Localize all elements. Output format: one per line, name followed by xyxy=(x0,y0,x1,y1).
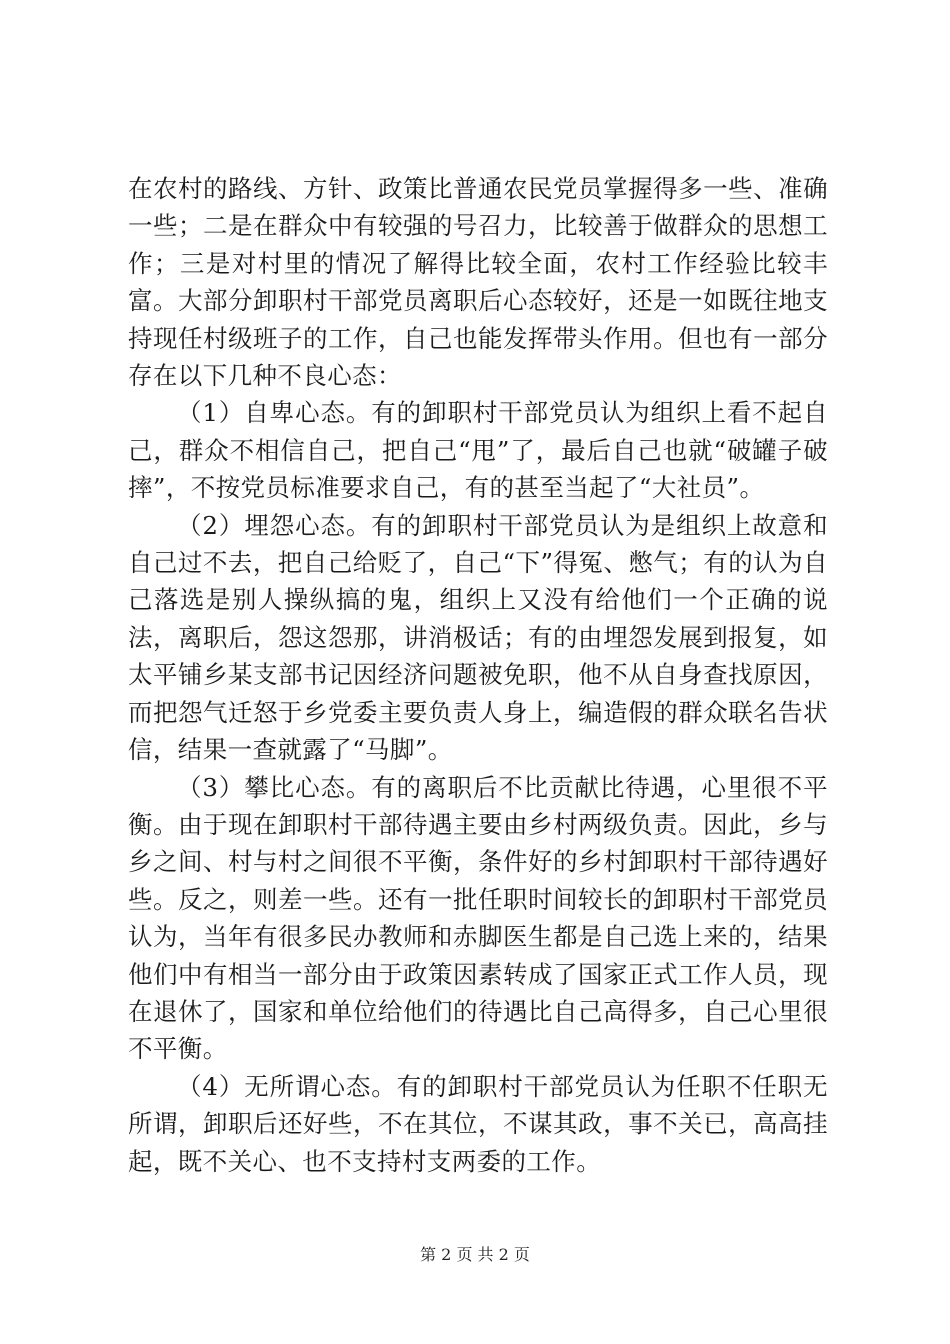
paragraph-indifference-mentality: （4）无所谓心态。有的卸职村干部党员认为任职不任职无所谓，卸职后还好些，不在其位，不谋其政，事不关已，高高挂起，既不关心、也不支持村支两委的工作。 xyxy=(128,1071,828,1176)
paragraph-inferiority-mentality: （1）自卑心态。有的卸职村干部党员认为组织上看不起自己，群众不相信自己，把自己“甩”了，最后自己也就“破罐子破摔”，不按党员标准要求自己，有的甚至当起了“大社员”。 xyxy=(128,398,828,503)
paragraph-comparison-mentality: （3）攀比心态。有的离职后不比贡献比待遇，心里很不平衡。由于现在卸职村干部待遇主要由乡村两级负责。因此，乡与乡之间、村与村之间很不平衡，条件好的乡村卸职村干部待遇好些。反之，则差一些。还有一批任职时间较长的卸职村干部党员认为，当年有很多民办教师和赤脚医生都是自己选上来的，结果他们中有相当一部分由于政策因素转成了国家正式工作人员，现在退休了，国家和单位给他们的待遇比自己高得多，自己心里很不平衡。 xyxy=(128,772,828,1064)
document-body xyxy=(128,170,828,1180)
paragraph-resentment-mentality: （2）埋怨心态。有的卸职村干部党员认为是组织上故意和自己过不去，把自己给贬了，自己“下”得冤、憋气；有的认为自己落选是别人操纵搞的鬼，组织上又没有给他们一个正确的说法，离职后，怨这怨那，讲消极话；有的由埋怨发展到报复，如太平铺乡某支部书记因经济问题被免职，他不从自身查找原因，而把怨气迁怒于乡党委主要负责人身上，编造假的群众联名告状信，结果一查就露了“马脚”。 xyxy=(128,510,828,765)
page-number-footer: 第 2 页 共 2 页 xyxy=(420,1245,530,1264)
paragraph-continuation: 在农村的路线、方针、政策比普通农民党员掌握得多一些、准确一些；二是在群众中有较强的号召力，比较善于做群众的思想工作；三是对村里的情况了解得比较全面，农村工作经验比较丰富。大部分卸职村干部党员离职后心态较好，还是一如既往地支持现任村级班子的工作，自己也能发挥带头作用。但也有一部分存在以下几种不良心态： xyxy=(128,174,828,391)
